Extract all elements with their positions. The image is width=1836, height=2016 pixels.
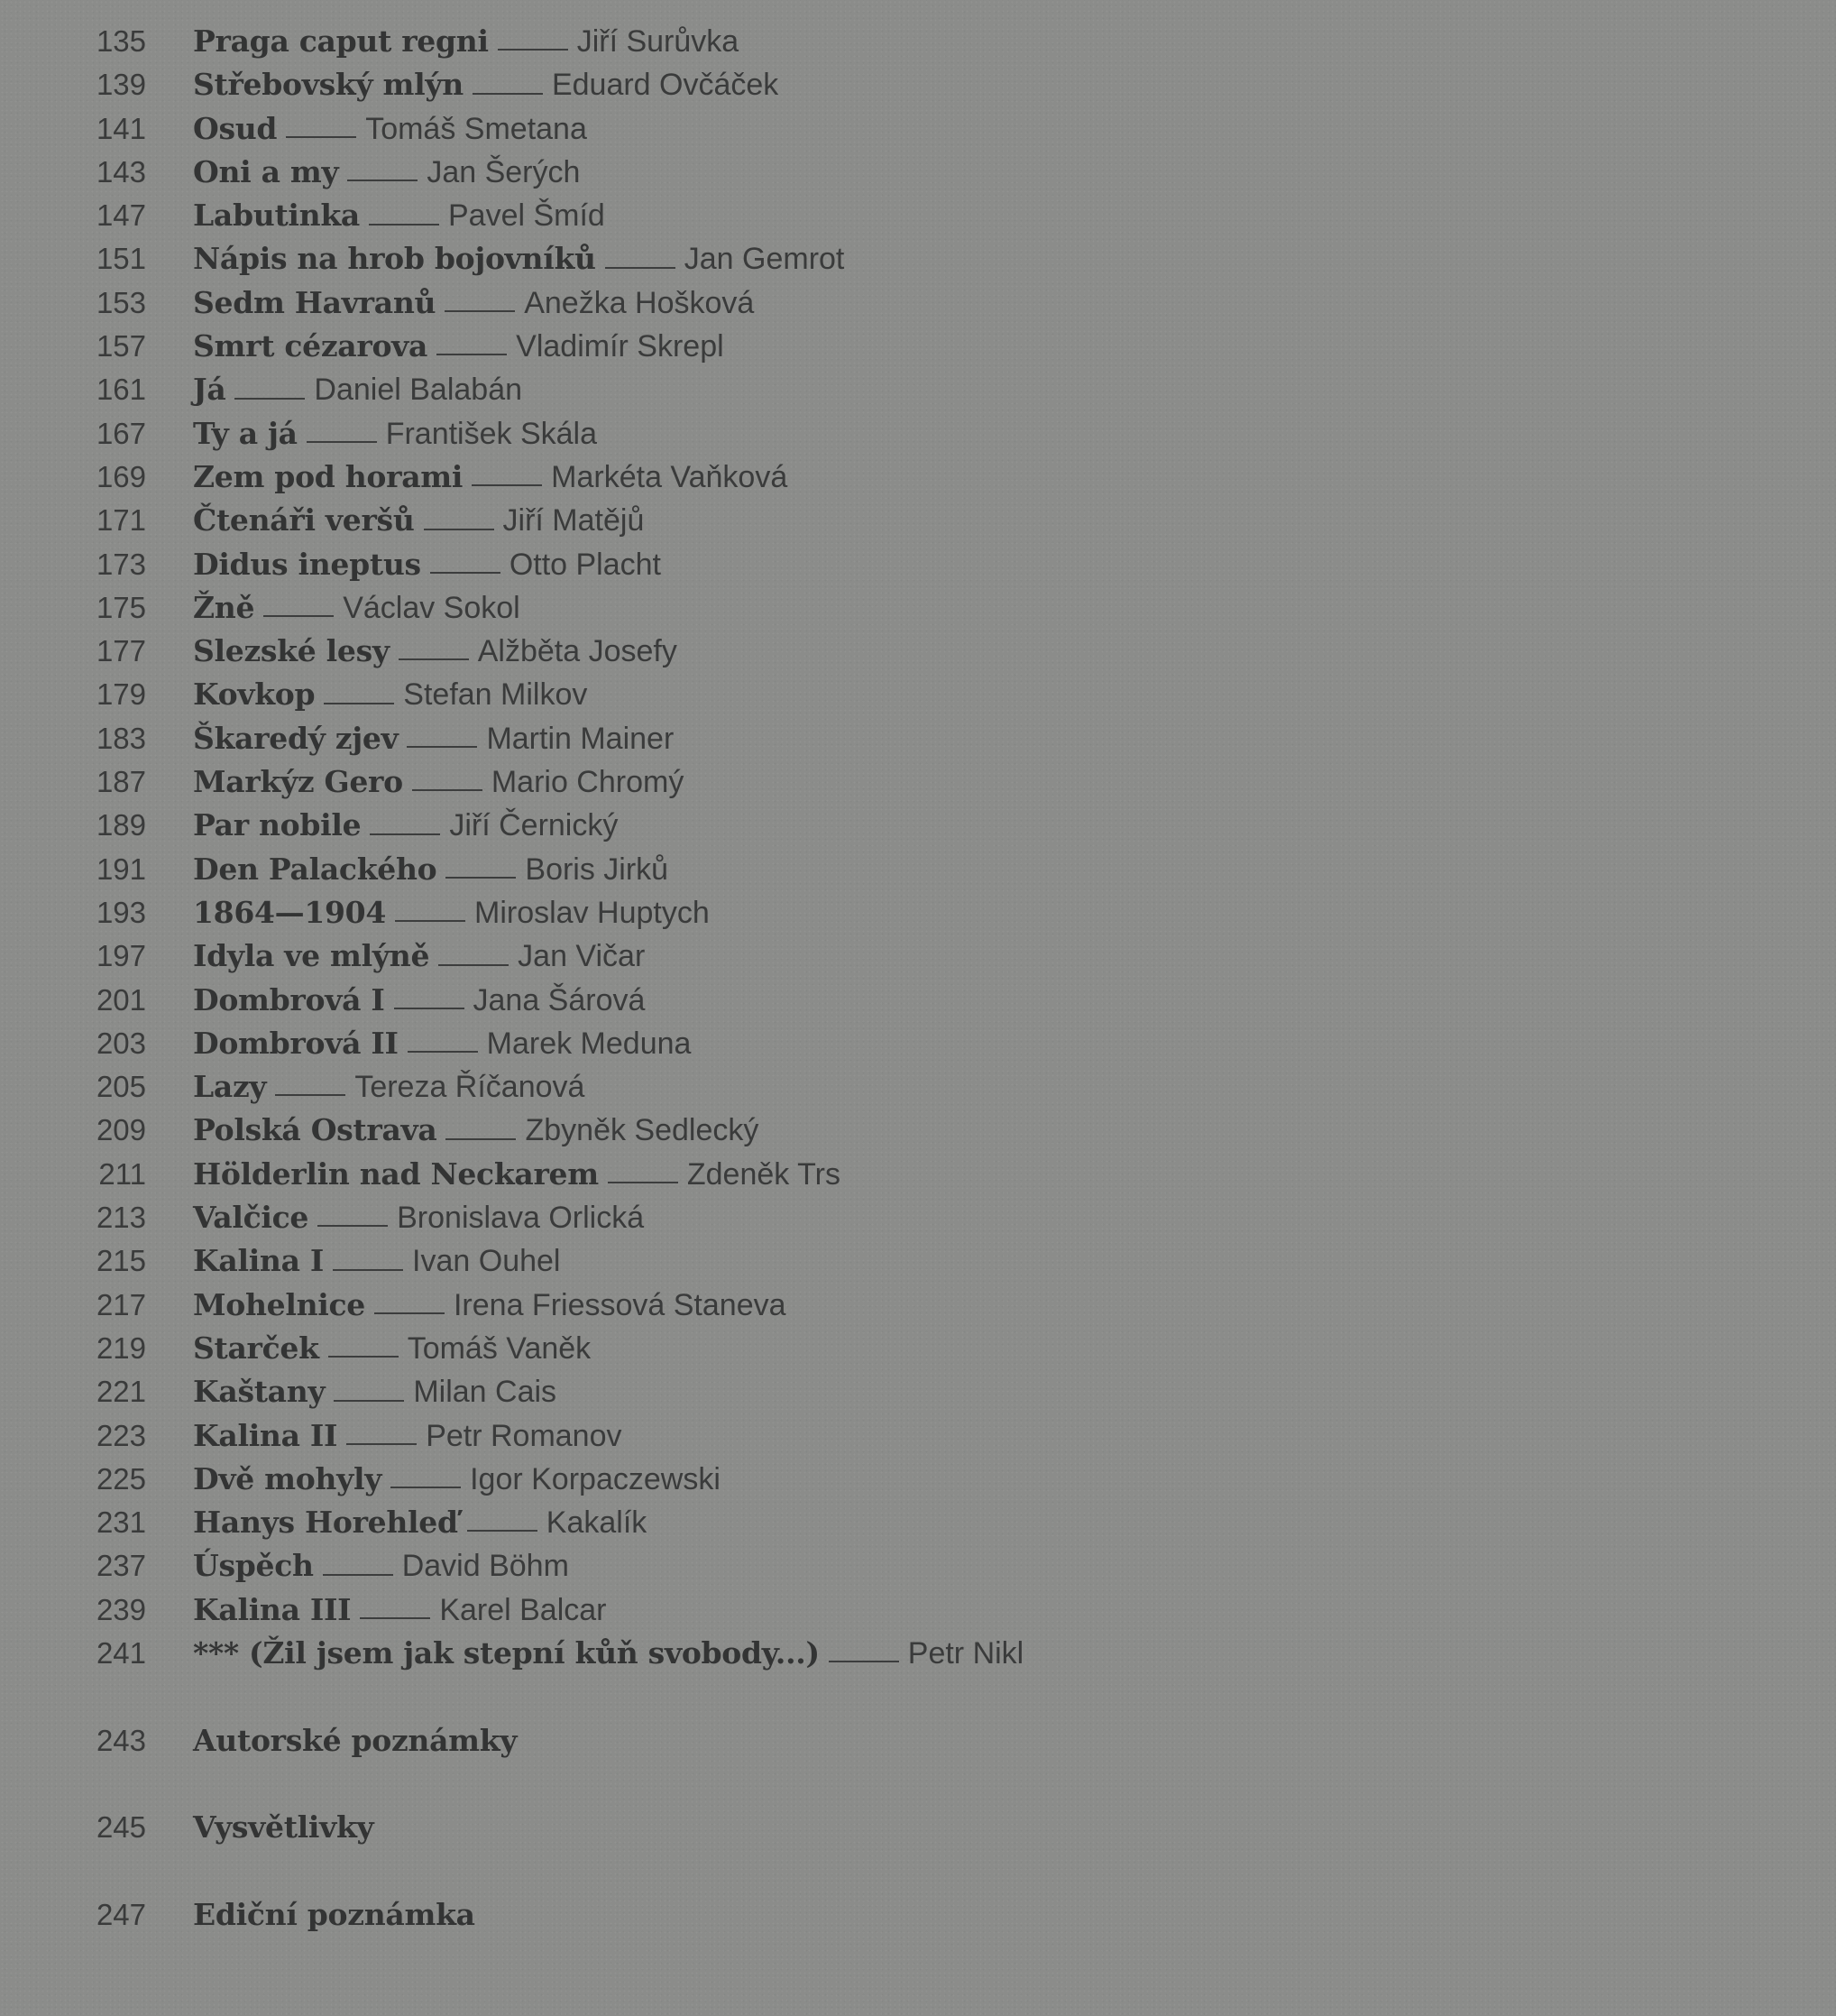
entry-title: Polská Ostrava bbox=[193, 1112, 437, 1148]
page-number: 191 bbox=[96, 852, 146, 886]
dash-separator bbox=[369, 224, 439, 226]
entry-title: Střebovský mlýn bbox=[193, 67, 464, 103]
entry-author: Kakalík bbox=[546, 1505, 647, 1541]
page-number: 173 bbox=[96, 547, 146, 581]
entry-text bbox=[193, 1458, 721, 1507]
page-number: 135 bbox=[96, 24, 146, 58]
section-title: Vysvětlivky bbox=[193, 1809, 374, 1846]
entry-text bbox=[193, 1284, 786, 1333]
toc-entry bbox=[0, 1153, 1836, 1196]
entry-title: Zem pod horami bbox=[193, 458, 464, 494]
entry-text bbox=[193, 760, 684, 810]
entry-text bbox=[193, 325, 724, 374]
toc-section bbox=[0, 1893, 1836, 1937]
dash-separator bbox=[424, 529, 494, 530]
entry-text bbox=[193, 1501, 647, 1551]
page-number: 217 bbox=[96, 1287, 146, 1321]
page-number: 193 bbox=[96, 895, 146, 929]
toc-entry bbox=[0, 1588, 1836, 1632]
dash-separator bbox=[360, 1617, 430, 1619]
toc-entry bbox=[0, 673, 1836, 716]
dash-separator bbox=[333, 1269, 403, 1271]
entry-title: Dombrová II bbox=[193, 1025, 399, 1061]
toc-entry bbox=[0, 848, 1836, 891]
dash-separator bbox=[467, 1530, 537, 1532]
section-text bbox=[193, 1806, 373, 1855]
entry-text bbox=[193, 1370, 556, 1420]
entry-author: Tereza Říčanová bbox=[354, 1070, 585, 1105]
entry-text bbox=[193, 1153, 840, 1202]
entry-author: Tomáš Vaněk bbox=[407, 1330, 592, 1366]
dash-separator bbox=[605, 267, 675, 269]
entry-title: Osud bbox=[193, 110, 278, 146]
entry-author: Milan Cais bbox=[413, 1375, 557, 1410]
entry-title: Kaštany bbox=[193, 1374, 326, 1410]
entry-author: Jan Gemrot bbox=[684, 242, 845, 277]
entry-title: Labutinka bbox=[193, 198, 360, 234]
page-number: 151 bbox=[96, 242, 146, 276]
toc-entry bbox=[0, 1109, 1836, 1152]
toc-entry bbox=[0, 1239, 1836, 1283]
entry-text bbox=[193, 1022, 691, 1072]
entry-text bbox=[193, 281, 754, 331]
dash-separator bbox=[408, 1051, 478, 1053]
page-number: 177 bbox=[96, 634, 146, 668]
toc-entry bbox=[0, 151, 1836, 194]
entry-text bbox=[193, 20, 739, 69]
entry-author: Petr Nikl bbox=[907, 1635, 1024, 1671]
page-number: 221 bbox=[96, 1375, 146, 1409]
dash-separator bbox=[323, 1574, 393, 1576]
page-number: 223 bbox=[96, 1418, 146, 1452]
entry-text bbox=[193, 979, 645, 1028]
entry-author: Václav Sokol bbox=[343, 590, 520, 625]
page-number: 211 bbox=[98, 1156, 146, 1191]
entry-author: Zdeněk Trs bbox=[686, 1156, 840, 1192]
entry-text bbox=[193, 848, 668, 898]
page-number: 179 bbox=[96, 677, 146, 712]
entry-author: David Böhm bbox=[401, 1549, 569, 1584]
entry-text bbox=[193, 456, 787, 505]
page-number: 139 bbox=[96, 68, 146, 102]
entry-title: Kalina II bbox=[193, 1417, 338, 1453]
entry-title: Slezské lesy bbox=[193, 633, 390, 669]
entry-title: Dvě mohyly bbox=[193, 1460, 382, 1496]
page-number: 239 bbox=[96, 1592, 146, 1626]
entry-text bbox=[193, 151, 580, 200]
entry-title: Den Palackého bbox=[193, 851, 437, 887]
entry-author: Jiří Surůvka bbox=[576, 24, 739, 59]
dash-separator bbox=[438, 964, 509, 966]
entry-author: Alžběta Josefy bbox=[477, 634, 677, 669]
section-spacer bbox=[0, 1763, 1836, 1806]
toc-entry bbox=[0, 499, 1836, 542]
page-number: 189 bbox=[96, 808, 146, 842]
entry-title: Hanys Horehleď bbox=[193, 1505, 458, 1541]
toc-entry bbox=[0, 194, 1836, 237]
entry-title: Kovkop bbox=[193, 677, 316, 713]
toc-entry bbox=[0, 281, 1836, 325]
entry-text bbox=[193, 1196, 644, 1246]
entry-title: Praga caput regni bbox=[193, 23, 489, 59]
entry-author: Jana Šárová bbox=[473, 982, 646, 1017]
page-number: 167 bbox=[96, 416, 146, 450]
section-title: Ediční poznámka bbox=[193, 1896, 475, 1932]
entry-title: Žně bbox=[193, 589, 255, 625]
page-number: 183 bbox=[96, 721, 146, 755]
entry-title: Idyla ve mlýně bbox=[193, 938, 430, 974]
entry-author: Irena Friessová Staneva bbox=[453, 1287, 786, 1322]
entry-author: Eduard Ovčáček bbox=[551, 68, 779, 103]
toc-entry bbox=[0, 1196, 1836, 1239]
entry-author: Mario Chromý bbox=[491, 765, 684, 800]
entry-text bbox=[193, 63, 778, 113]
entry-title: Par nobile bbox=[193, 807, 362, 843]
page-number: 171 bbox=[96, 503, 146, 538]
entry-text bbox=[193, 1632, 1024, 1681]
entry-author: Boris Jirků bbox=[525, 852, 669, 887]
section-spacer bbox=[0, 1849, 1836, 1892]
page-number: 153 bbox=[96, 285, 146, 319]
entry-author: Petr Romanov bbox=[426, 1418, 622, 1453]
entry-text bbox=[193, 630, 677, 679]
dash-separator bbox=[234, 398, 305, 400]
dash-separator bbox=[445, 877, 516, 879]
dash-separator bbox=[347, 180, 418, 181]
dash-separator bbox=[436, 354, 507, 355]
page-number: 157 bbox=[96, 329, 146, 364]
page-number: 209 bbox=[96, 1113, 146, 1147]
sections-list bbox=[0, 1675, 1836, 1937]
entry-author: Tomáš Smetana bbox=[365, 111, 587, 146]
dash-separator bbox=[307, 441, 377, 443]
toc-entry bbox=[0, 107, 1836, 151]
dash-separator bbox=[412, 789, 482, 791]
entry-text bbox=[193, 1544, 569, 1594]
dash-separator bbox=[275, 1094, 345, 1096]
toc-entry bbox=[0, 891, 1836, 934]
entry-text bbox=[193, 891, 710, 941]
dash-separator bbox=[395, 920, 465, 922]
toc-entry bbox=[0, 1501, 1836, 1544]
entry-text bbox=[193, 1327, 591, 1376]
toc-entry bbox=[0, 586, 1836, 630]
toc-section bbox=[0, 1719, 1836, 1763]
page-number: 237 bbox=[96, 1549, 146, 1583]
entry-author: Igor Korpaczewski bbox=[470, 1461, 721, 1496]
dash-separator bbox=[346, 1443, 417, 1445]
entry-author: Anežka Hošková bbox=[524, 285, 755, 320]
toc-entry bbox=[0, 804, 1836, 847]
dash-separator bbox=[472, 484, 542, 486]
page-number: 241 bbox=[96, 1635, 146, 1670]
entry-text bbox=[193, 412, 597, 462]
toc-entry bbox=[0, 1284, 1836, 1327]
entry-author: Bronislava Orlická bbox=[397, 1201, 645, 1236]
entry-title: Čtenáři veršů bbox=[193, 502, 415, 539]
page-number: 203 bbox=[96, 1026, 146, 1060]
dash-separator bbox=[324, 703, 394, 704]
dash-separator bbox=[328, 1356, 399, 1358]
dash-separator bbox=[399, 658, 469, 660]
entry-title: Smrt cézarova bbox=[193, 328, 428, 364]
entry-title: Valčice bbox=[193, 1200, 309, 1236]
page-number: 161 bbox=[96, 373, 146, 407]
dash-separator bbox=[370, 833, 440, 835]
table-of-contents bbox=[0, 20, 1836, 1937]
entry-title: Sedm Havranů bbox=[193, 284, 436, 320]
dash-separator bbox=[263, 615, 334, 617]
entry-author: Jan Vičar bbox=[518, 939, 646, 974]
entry-text bbox=[193, 1414, 622, 1464]
entry-text bbox=[193, 934, 645, 984]
dash-separator bbox=[608, 1182, 678, 1183]
toc-entry bbox=[0, 760, 1836, 804]
entry-author: Stefan Milkov bbox=[403, 677, 588, 713]
page-number: 197 bbox=[96, 939, 146, 973]
page-number: 225 bbox=[96, 1461, 146, 1496]
entry-text bbox=[193, 1239, 561, 1289]
entry-title: Lazy bbox=[193, 1069, 267, 1105]
toc-section bbox=[0, 1806, 1836, 1849]
toc-entry bbox=[0, 63, 1836, 106]
page-number: 169 bbox=[96, 459, 146, 493]
toc-entry bbox=[0, 456, 1836, 499]
toc-entry bbox=[0, 979, 1836, 1022]
entry-text bbox=[193, 804, 618, 853]
toc-entry bbox=[0, 1632, 1836, 1675]
section-title: Autorské poznámky bbox=[193, 1722, 518, 1758]
entry-author: Daniel Balabán bbox=[314, 373, 523, 408]
page-number: 141 bbox=[96, 111, 146, 145]
entry-text bbox=[193, 543, 661, 593]
entry-author: Martin Mainer bbox=[486, 721, 675, 756]
toc-entry bbox=[0, 368, 1836, 411]
entry-author: Markéta Vaňková bbox=[551, 459, 788, 494]
entry-author: Miroslav Huptych bbox=[474, 895, 710, 930]
page-number: 243 bbox=[96, 1723, 146, 1757]
page-number: 187 bbox=[96, 765, 146, 799]
page-number: 147 bbox=[96, 198, 146, 233]
entry-text bbox=[193, 586, 520, 636]
entry-title: Kalina III bbox=[193, 1591, 352, 1627]
dash-separator bbox=[473, 93, 543, 95]
page-number: 175 bbox=[96, 590, 146, 624]
entry-author: Jiří Černický bbox=[449, 808, 619, 843]
section-text bbox=[193, 1719, 517, 1769]
entry-text bbox=[193, 107, 587, 157]
section-text bbox=[193, 1893, 475, 1943]
toc-entry bbox=[0, 325, 1836, 368]
entry-title: Nápis na hrob bojovníků bbox=[193, 241, 596, 277]
dash-separator bbox=[407, 746, 477, 748]
toc-entry bbox=[0, 1022, 1836, 1065]
entry-text bbox=[193, 717, 674, 767]
entry-author: Jiří Matějů bbox=[502, 503, 645, 539]
entry-author: Pavel Šmíd bbox=[447, 198, 605, 234]
entry-author: Zbyněk Sedlecký bbox=[525, 1113, 759, 1148]
entry-title: Starček bbox=[193, 1330, 319, 1366]
entry-author: Ivan Ouhel bbox=[412, 1244, 561, 1279]
dash-separator bbox=[498, 49, 568, 51]
entry-title: Oni a my bbox=[193, 153, 339, 189]
page-number: 213 bbox=[96, 1201, 146, 1235]
entry-title: 1864—1904 bbox=[193, 894, 386, 930]
dash-separator bbox=[374, 1312, 445, 1314]
entry-text bbox=[193, 368, 522, 418]
entry-title: Kalina I bbox=[193, 1243, 325, 1279]
dash-separator bbox=[829, 1661, 899, 1662]
entry-title: Markýz Gero bbox=[193, 764, 403, 800]
toc-entry bbox=[0, 237, 1836, 281]
page-number: 143 bbox=[96, 154, 146, 189]
dash-separator bbox=[334, 1400, 404, 1402]
toc-entry bbox=[0, 630, 1836, 673]
entry-text bbox=[193, 1065, 584, 1115]
entry-author: Otto Placht bbox=[509, 547, 662, 582]
page-number: 247 bbox=[96, 1897, 146, 1931]
entry-author: František Skála bbox=[385, 416, 598, 451]
entry-title: Ty a já bbox=[193, 415, 298, 451]
entry-title: Didus ineptus bbox=[193, 546, 421, 582]
toc-entry bbox=[0, 1065, 1836, 1109]
dash-separator bbox=[390, 1487, 461, 1488]
entry-title: Hölderlin nad Neckarem bbox=[193, 1155, 599, 1192]
dash-separator bbox=[445, 1138, 516, 1140]
dash-separator bbox=[317, 1225, 388, 1227]
toc-entry bbox=[0, 20, 1836, 63]
page-number: 201 bbox=[96, 982, 146, 1017]
page-number: 231 bbox=[96, 1505, 146, 1540]
toc-entry bbox=[0, 1327, 1836, 1370]
toc-entry bbox=[0, 717, 1836, 760]
toc-entry bbox=[0, 543, 1836, 586]
page-number: 205 bbox=[96, 1070, 146, 1104]
entry-text bbox=[193, 237, 844, 287]
dash-separator bbox=[430, 572, 500, 574]
entry-text bbox=[193, 499, 644, 548]
entry-author: Marek Meduna bbox=[486, 1026, 692, 1061]
entry-author: Vladimír Skrepl bbox=[516, 329, 724, 364]
entries-list bbox=[0, 20, 1836, 1675]
page-number: 215 bbox=[96, 1244, 146, 1278]
dash-separator bbox=[445, 310, 515, 312]
entry-title: Dombrová I bbox=[193, 981, 385, 1017]
dash-separator bbox=[286, 136, 356, 138]
entry-text bbox=[193, 1588, 607, 1638]
toc-entry bbox=[0, 934, 1836, 978]
toc-entry bbox=[0, 1544, 1836, 1588]
entry-author: Jan Šerých bbox=[427, 154, 581, 189]
entry-title: *** (Žil jsem jak stepní kůň svobody...) bbox=[193, 1634, 820, 1671]
toc-entry bbox=[0, 1370, 1836, 1413]
page-number: 245 bbox=[96, 1810, 146, 1845]
entry-title: Já bbox=[193, 372, 226, 408]
entry-title: Úspěch bbox=[193, 1548, 314, 1584]
entry-text bbox=[193, 673, 587, 723]
toc-entry bbox=[0, 1458, 1836, 1501]
section-spacer bbox=[0, 1675, 1836, 1718]
entry-author: Karel Balcar bbox=[439, 1592, 607, 1627]
entry-title: Škaredý zjev bbox=[193, 720, 399, 756]
entry-title: Mohelnice bbox=[193, 1286, 365, 1322]
entry-text bbox=[193, 194, 605, 244]
toc-entry bbox=[0, 1414, 1836, 1458]
dash-separator bbox=[394, 1008, 464, 1009]
toc-entry bbox=[0, 412, 1836, 456]
entry-text bbox=[193, 1109, 758, 1158]
page-number: 219 bbox=[96, 1330, 146, 1365]
